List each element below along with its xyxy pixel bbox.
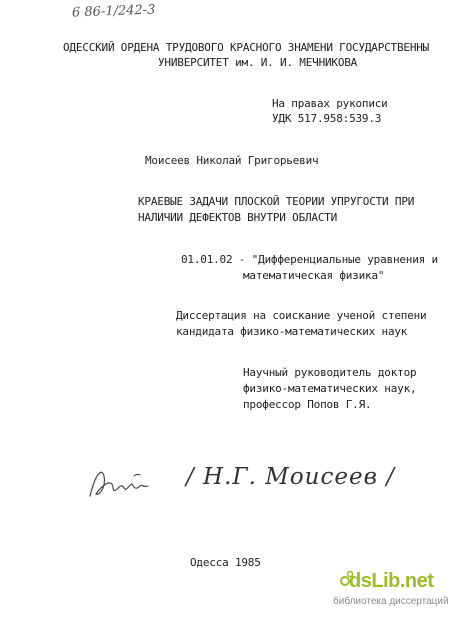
supervisor-line-1: Научный руководитель доктор bbox=[243, 366, 417, 379]
handwritten-archive-mark: 6 86-1/242-3 bbox=[71, 2, 156, 21]
header-line-1: ОДЕССКИЙ ОРДЕНА ТРУДОВОГО КРАСНОГО ЗНАМЕНИ ГОСУДАРСТВЕННЫ bbox=[63, 41, 430, 54]
watermark-tagline: библиотека диссертаций bbox=[333, 596, 449, 607]
degree-line-1: Диссертация на соискание ученой степени bbox=[176, 309, 427, 322]
header-line-2: УНИВЕРСИТЕТ им. И. И. МЕЧНИКОВА bbox=[158, 56, 358, 69]
degree-line-2: кандидата физико-математических наук bbox=[176, 325, 408, 338]
thesis-title-line-2: НАЛИЧИИ ДЕФЕКТОВ ВНУТРИ ОБЛАСТИ bbox=[138, 211, 338, 224]
watermark-brand: dsLib.net bbox=[349, 570, 434, 592]
specialty-line-2: математическая физика" bbox=[243, 269, 385, 282]
supervisor-line-3: профессор Попов Г.Я. bbox=[243, 398, 372, 411]
thesis-title-line-1: КРАЕВЫЕ ЗАДАЧИ ПЛОСКОЙ ТЕОРИИ УПРУГОСТИ ПРИ bbox=[138, 195, 415, 208]
handwritten-name: / Н.Г. Моисеев / bbox=[186, 464, 396, 490]
udc-code: УДК 517.958:539.3 bbox=[272, 112, 382, 125]
rights-line-1: На правах рукописи bbox=[272, 97, 388, 110]
specialty-line-1: 01.01.02 - "Дифференциальные уравнения и bbox=[181, 253, 438, 266]
author-name: Моисеев Николай Григорьевич bbox=[145, 154, 319, 167]
handwritten-signature bbox=[86, 462, 156, 504]
supervisor-line-2: физико-математических наук, bbox=[243, 382, 417, 395]
city-year: Одесса 1985 bbox=[190, 556, 261, 569]
